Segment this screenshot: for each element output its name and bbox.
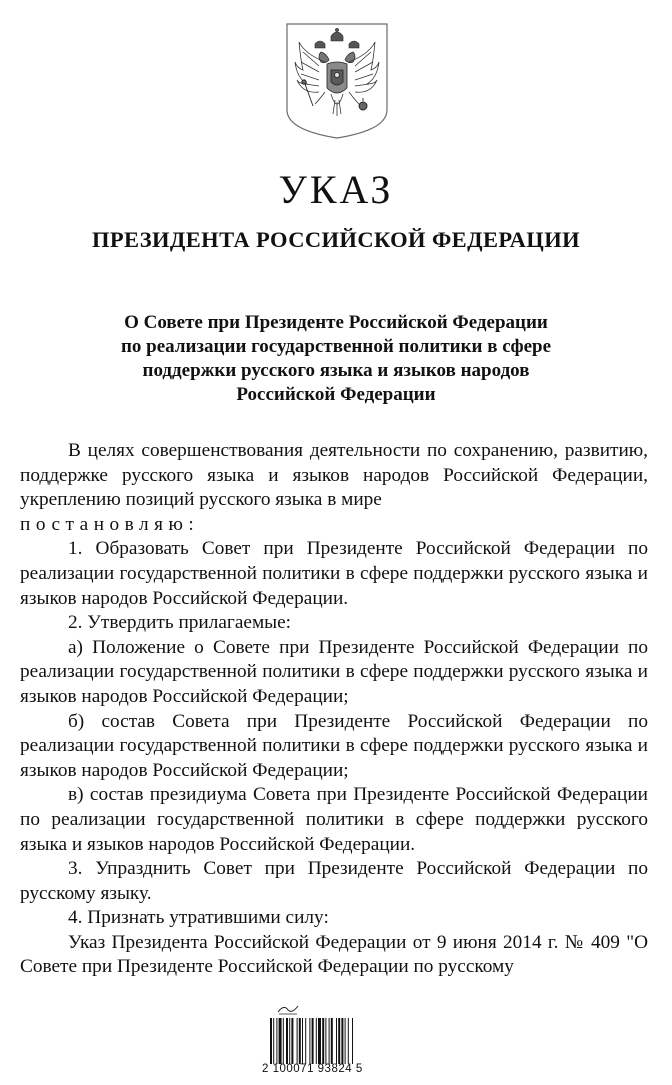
decree-heading-line: поддержки русского языка и языков народов (142, 360, 530, 381)
paragraph-2: 2. Утвердить прилагаемые: (68, 612, 292, 634)
decree-body (20, 439, 648, 980)
paragraph-2c: в) состав президиума Совета при Президенте Российской Федерации по реализации государственной политики в сфере поддержки русского языка и языков народов Российской Федерации. (20, 784, 648, 855)
paragraph-3: 3. Упразднить Совет при Президенте Российской Федерации по русскому языку. (20, 858, 648, 904)
paragraph-4: 4. Признать утратившими силу: (68, 907, 329, 929)
decree-heading-line: Российской Федерации (236, 384, 436, 405)
paragraph-2a: а) Положение о Совете при Президенте Российской Федерации по реализации государственной политики в сфере поддержки русского языка и языков народов Российской Федерации; (20, 636, 648, 707)
decree-heading-line: О Совете при Президенте Российской Федерации (124, 312, 548, 333)
paragraph-2b: б) состав Совета при Президенте Российской Федерации по реализации государственной политики в сфере поддержки русского языка и языков народов Российской Федерации; (20, 710, 648, 781)
paragraph-1: 1. Образовать Совет при Президенте Российской Федерации по реализации государственной политики в сфере поддержки русского языка и языков народов Российской Федерации. (20, 538, 648, 609)
preamble-text: В целях совершенствования деятельности по сохранению, развитию, поддержке русского языка и языков народов Российской Федерации, укреплению позиций русского языка в мире (20, 440, 648, 511)
document-title: УКАЗ (278, 167, 394, 212)
decree-heading (40, 311, 632, 407)
coat-of-arms-emblem-icon (285, 22, 389, 140)
document-subtitle: ПРЕЗИДЕНТА РОССИЙСКОЙ ФЕДЕРАЦИИ (91, 227, 580, 252)
barcode-bars-icon (270, 1018, 388, 1064)
preamble-paragraph (20, 439, 648, 537)
barcode (262, 1002, 392, 1082)
barcode-signature-mark-icon (276, 1002, 300, 1016)
paragraph-4-item-1: Указ Президента Российской Федерации от 9 июня 2014 г. № 409 "О Совете при Президенте Российской Федерации по русскому (20, 931, 648, 978)
barcode-digits: 2 100071 93824 5 (262, 1063, 363, 1075)
decree-heading-line: по реализации государственной политики в сфере (120, 336, 552, 357)
decree-word: постановляю: (20, 513, 200, 535)
